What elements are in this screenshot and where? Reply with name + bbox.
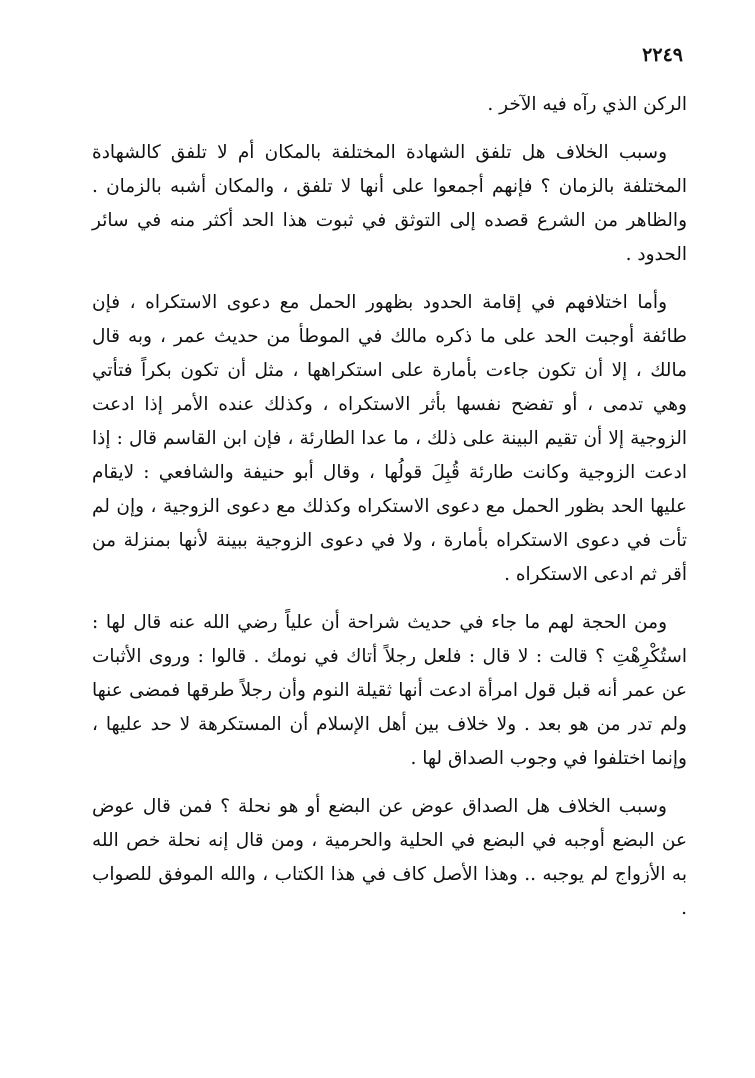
paragraph-1: الركن الذي رآه فيه الآخر .	[487, 94, 687, 115]
paragraph-4: ومن الحجة لهم ما جاء في حديث شراحة أن علياً رضي الله عنه قال لها : استُكْرِهْتِ ؟ قالت : لا قال : فلعل رجلاً أتاك في نومك . قالوا : وروى الأثبات عن عمر أنه قبل قول امرأة ادعت أنها ثقيلة النوم وأن رجلاً طرقها فمضى عنها ولم تدر من هو بعد . ولا خلاف بين أهل الإسلام أن المستكرهة لا حد عليها ، وإنما اختلفوا في وجوب الصداق لها .	[92, 612, 687, 769]
paragraph-2: وسبب الخلاف هل تلفق الشهادة المختلفة بالمكان أم لا تلفق كالشهادة المختلفة بالزمان ؟ فإنهم أجمعوا على أنها لا تلفق ، والمكان أشبه بالزمان . والظاهر من الشرع قصده إلى التوثق في ثبوت هذا الحد أكثر منه في سائر الحدود .	[92, 142, 687, 265]
paragraph-3: وأما اختلافهم في إقامة الحدود بظهور الحمل مع دعوى الاستكراه ، فإن طائفة أوجبت الحد على ما ذكره مالك في الموطأ من حديث عمر ، وبه قال مالك ، إلا أن تكون جاءت بأمارة على استكراهها ، مثل أن تكون بكراً فتأتي وهي تدمى ، أو تفضح نفسها بأثر الاستكراه ، وكذلك عنده الأمر إذا ادعت الزوجية إلا أن تقيم البينة على ذلك ، ما عدا الطارئة ، فإن ابن القاسم قال : إذا ادعت الزوجية وكانت طارئة قُبِلَ قولُها ، وقال أبو حنيفة والشافعي : لايقام عليها الحد بظور الحمل مع دعوى الاستكراه وكذلك مع دعوى الزوجية ، وإن لم تأت في دعوى الاستكراه بأمارة ، ولا في دعوى الزوجية ببينة لأنها بمنزلة من أقر ثم ادعى الاستكراه .	[92, 292, 687, 585]
page-number: ٢٢٤٩	[642, 44, 683, 66]
paragraph-5: وسبب الخلاف هل الصداق عوض عن البضع أو هو نحلة ؟ فمن قال عوض عن البضع أوجبه في البضع في الحلية والحرمية ، ومن قال إنه نحلة خص الله به الأزواج لم يوجبه .. وهذا الأصل كاف في هذا الكتاب ، والله الموفق للصواب .	[92, 796, 687, 919]
page-body	[92, 88, 687, 940]
